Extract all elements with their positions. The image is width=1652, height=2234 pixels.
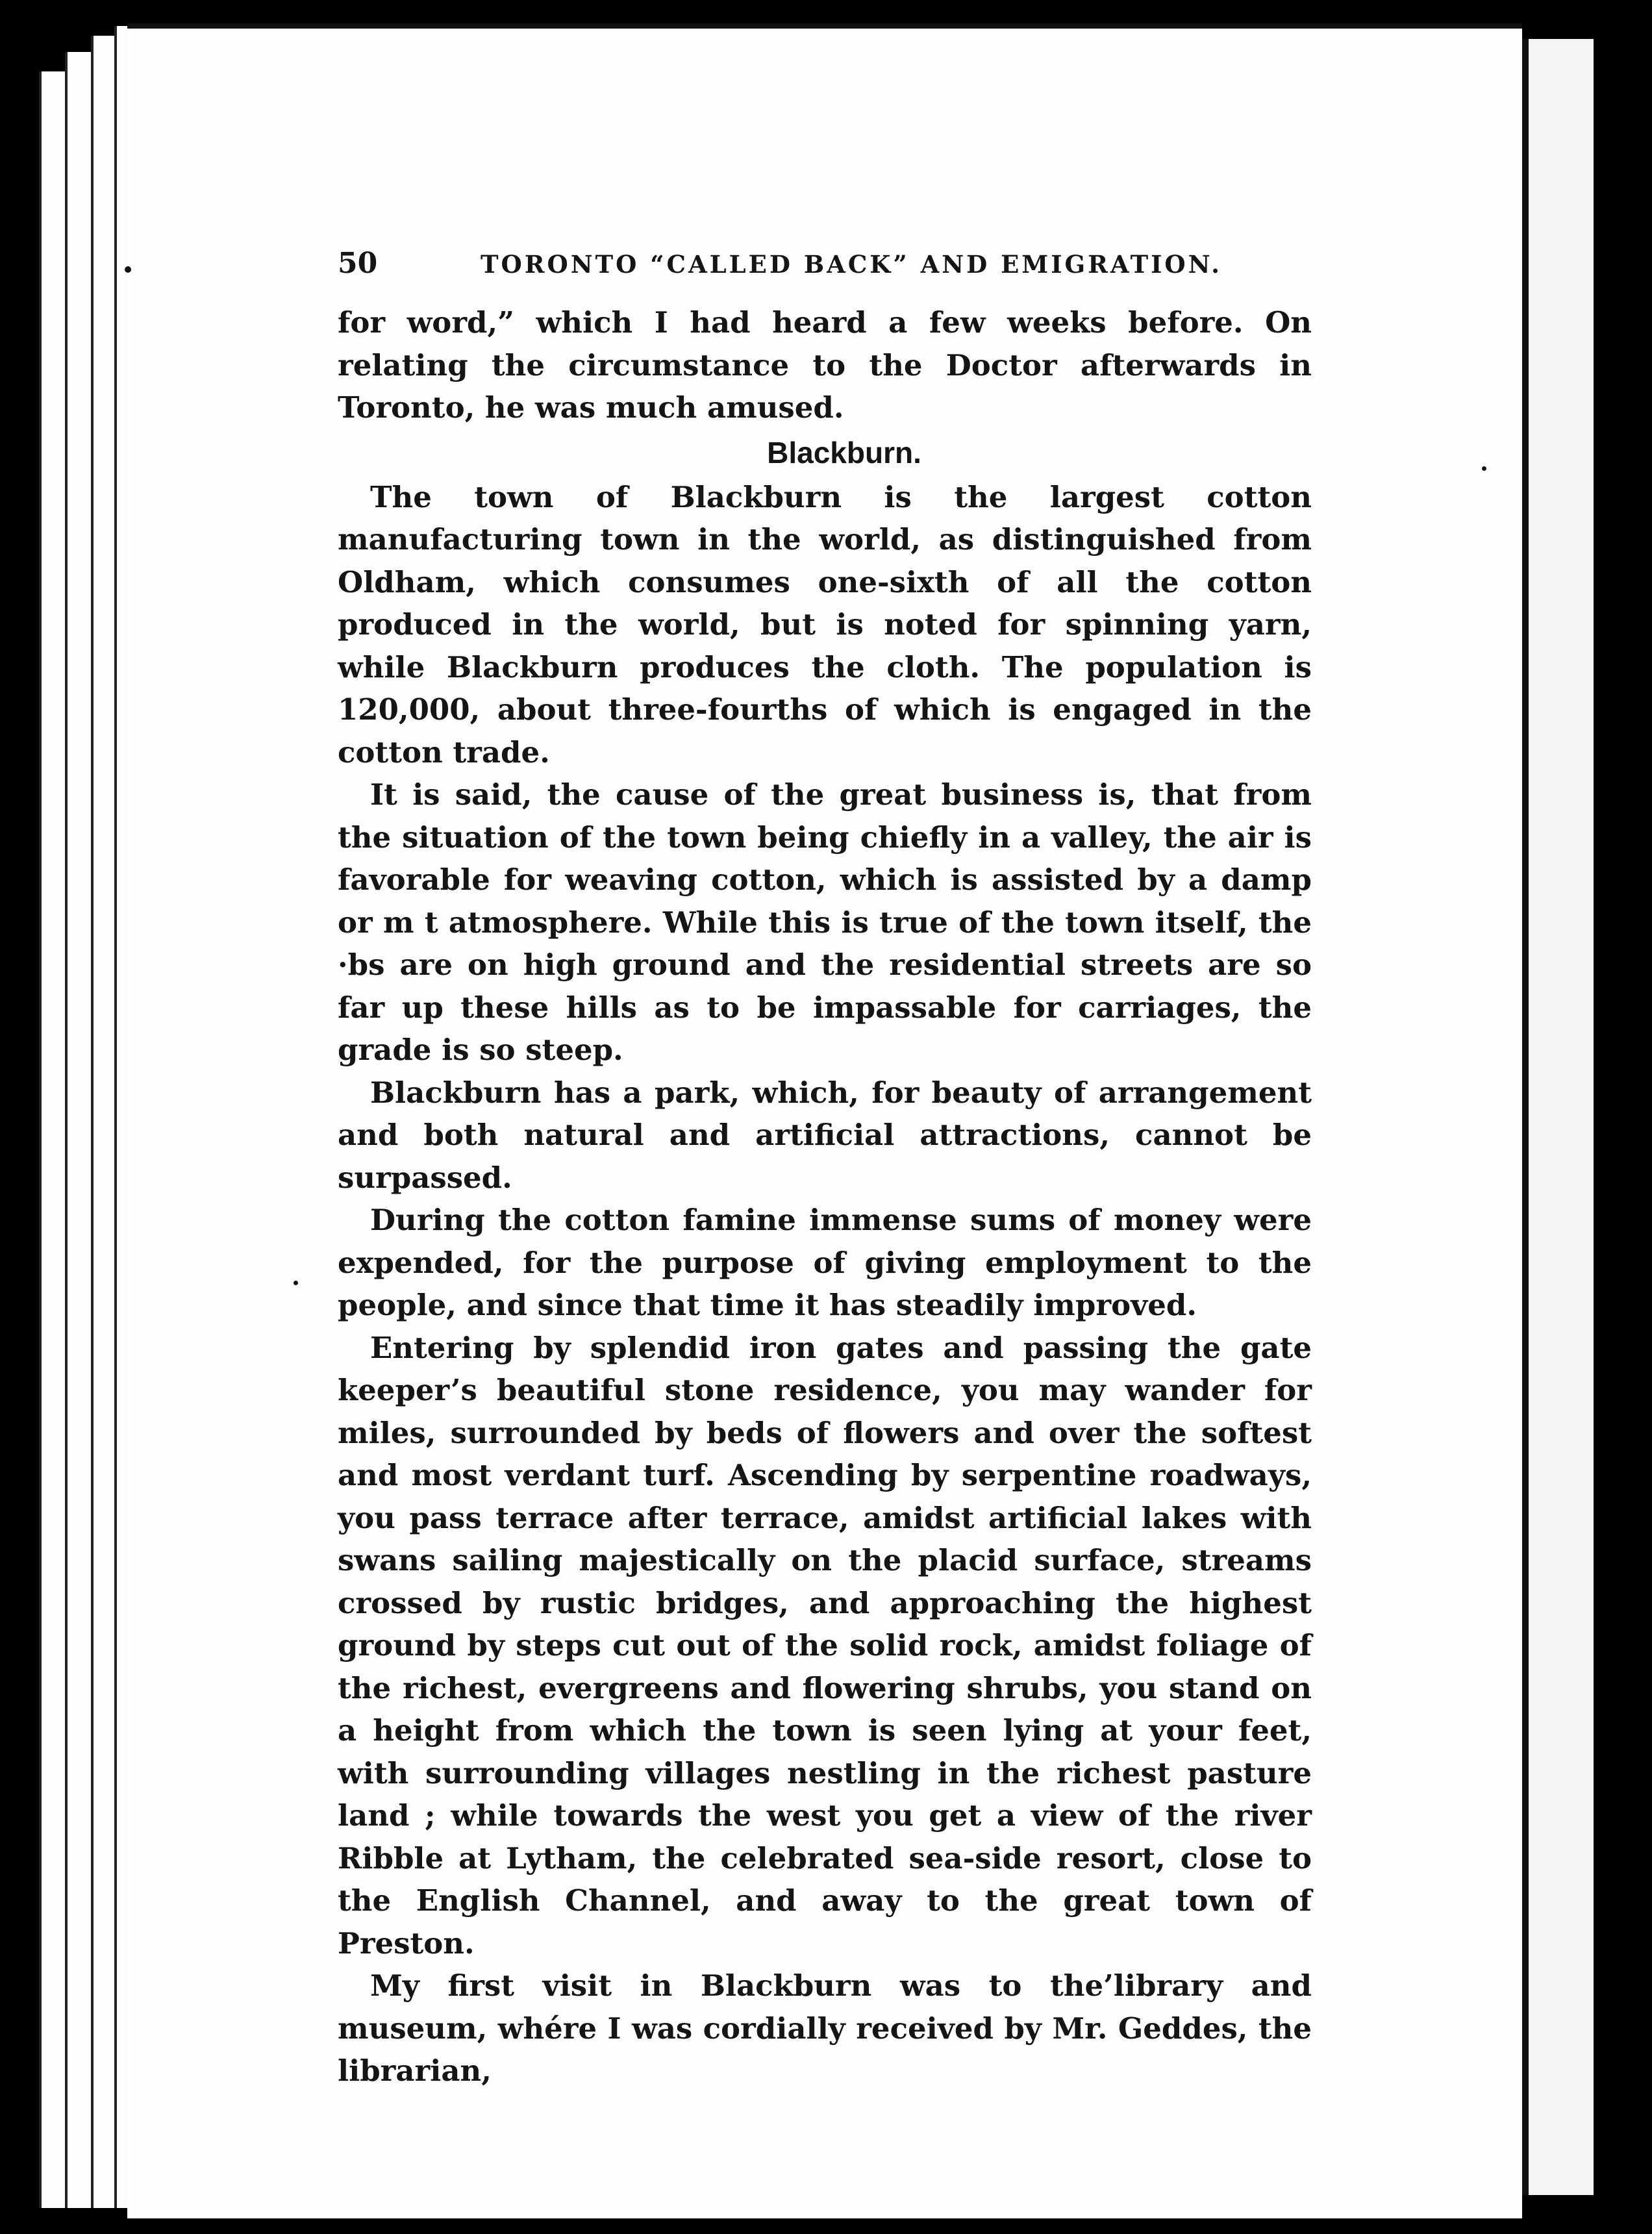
paragraph: The town of Blackburn is the largest cotton manufacturing town in the world, as distinguished from Oldham, which consumes one-sixth of all the cotton produced in the world, but is noted for spinning yarn, while Blackburn produces the cloth. The population is 120,000, about three-fourths of which is engaged in the cotton trade. — [338, 479, 1312, 770]
page-number: 50 — [338, 247, 378, 280]
paragraph: During the cotton famine immense sums of money were expended, for the purpose of giving employment to the people, and since that time it has steadily improved. — [338, 1203, 1312, 1322]
page-edge — [39, 71, 68, 2208]
running-title: TORONTO “CALLED BACK” AND EMIGRATION. — [481, 250, 1222, 279]
scan-speck — [125, 266, 131, 273]
scan-speck — [294, 1281, 298, 1285]
scan-border — [1594, 0, 1652, 2234]
section-heading: Blackburn. — [767, 435, 921, 470]
opening-paragraph: for word,” which I had heard a few weeks before. On relating the circumstance to the Doctor afterwards in Toronto, he was much amused. — [338, 305, 1312, 425]
page-text — [338, 247, 1312, 2092]
running-head — [338, 247, 1312, 292]
paragraph: My first visit in Blackburn was to the’library and museum, whére I was cordially received by Mr. Geddes, the librarian, — [338, 1968, 1312, 2088]
paragraph: It is said, the cause of the great business is, that from the situation of the town being chiefly in a valley, the air is favorable for weaving cotton, which is assisted by a damp or m t atmosphere. While this is true of the town itself, the ·bs are on high ground and the residential streets are so far up these hills as to be impassable for carriages, the grade is so steep. — [338, 777, 1312, 1067]
page-edge — [65, 52, 94, 2208]
facing-page-edge — [1522, 39, 1594, 2195]
scan-speck — [1482, 466, 1486, 471]
paragraph: Entering by splendid iron gates and passing the gate keeper’s beautiful stone residence, you may wander for miles, surrounded by beds of flowers and over the softest and most verdant turf. Ascending by serpentine roadways, you pass terrace after terrace, amidst artificial lakes with swans sailing majestically on the placid surface, streams crossed by rustic bridges, and approaching the highest ground by steps cut out of the solid rock, amidst foliage of the richest, evergreens and flowering shrubs, you stand on a height from which the town is seen lying at your feet, with surrounding villages nestling in the richest pasture land ; while towards the west you get a view of the river Ribble at Lytham, the celebrated sea-side resort, close to the English Channel, and away to the great town of Preston. — [338, 1330, 1312, 1961]
paragraph: Blackburn has a park, which, for beauty of arrangement and both natural and artificial attractions, cannot be surpassed. — [338, 1075, 1312, 1195]
